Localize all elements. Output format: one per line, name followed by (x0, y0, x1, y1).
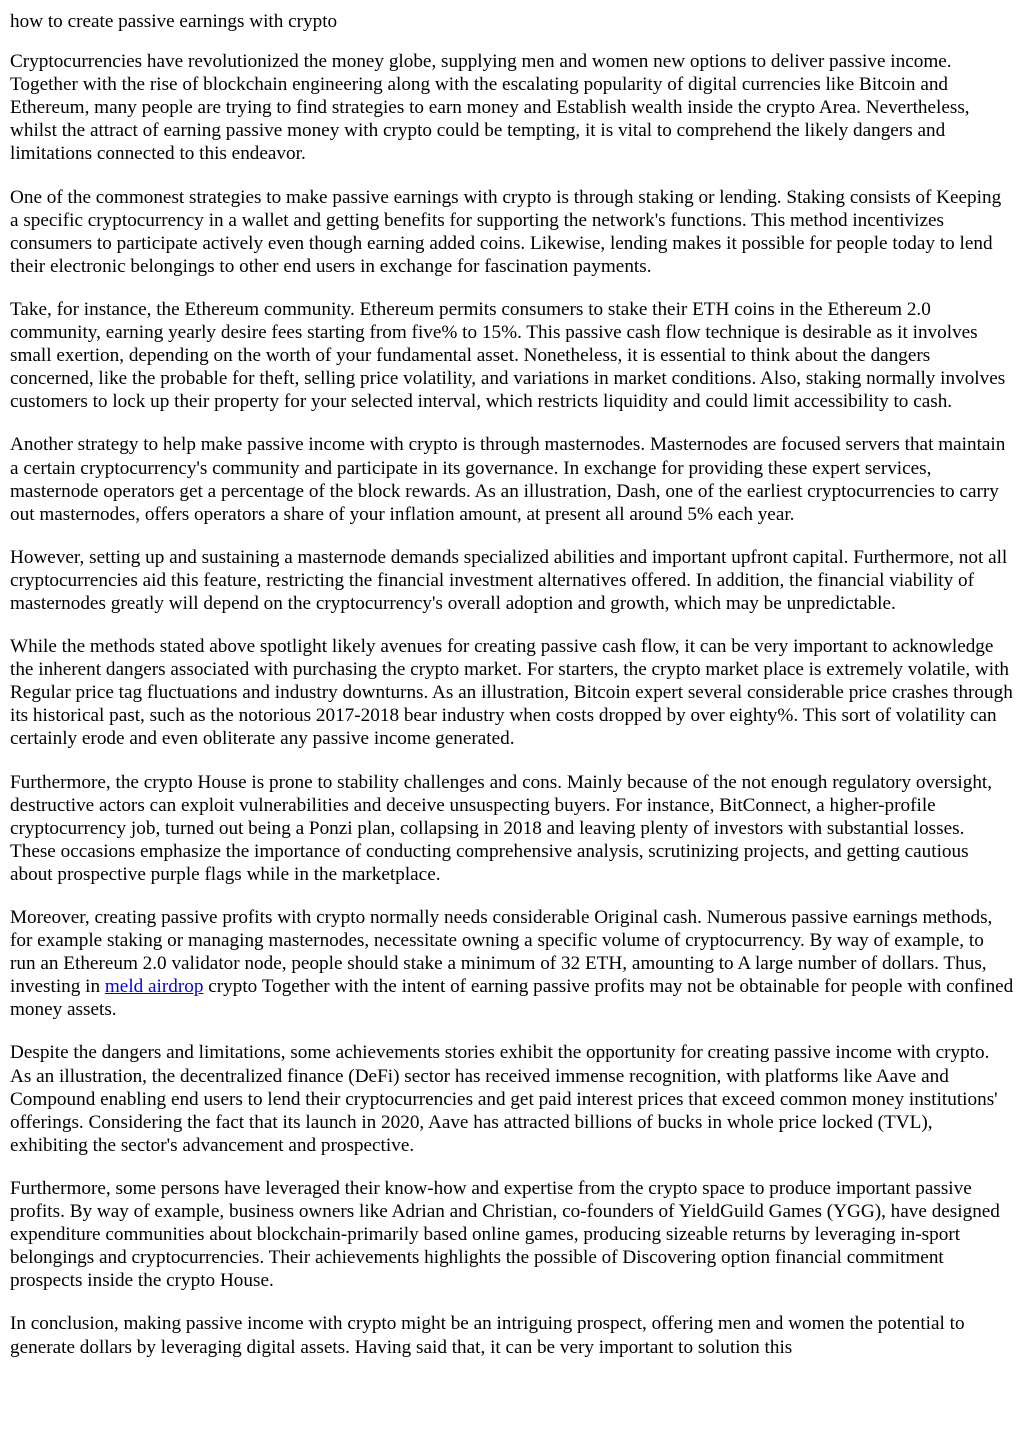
meld-airdrop-link[interactable]: meld airdrop (104, 976, 204, 998)
page-title: how to create passive earnings with crypto (10, 11, 338, 32)
paragraph: Another strategy to help make passive income with crypto is through masternodes. Masternodes are focused servers that maintain a certain cryptocurrency's community and participate in its governance. In exchange for providing these expert services, masternode operators get a percentage of the block rewards. As an illustration, Dash, one of the earliest cryptocurrencies to carry out masternodes, offers operators a share of your inflation amount, at present all around 5% each year. (10, 434, 1006, 525)
paragraph: Take, for instance, the Ethereum community. Ethereum permits consumers to stake their ETH coins in the Ethereum 2.0 community, earning yearly desire fees starting from five% to 15%. This passive cash flow technique is desirable as it involves small exertion, depending on the worth of your fundamental asset. Nonetheless, it is essential to think about the dangers concerned, like the probable for theft, selling price volatility, and variations in market conditions. Also, staking normally involves customers to lock up their property for your selected interval, which restricts liquidity and could limit accessibility to cash. (10, 298, 1006, 413)
paragraph: One of the commonest strategies to make passive earnings with crypto is through staking or lending. Staking consists of Keeping a specific cryptocurrency in a wallet and getting benefits for supporting the network's functions. This method incentivizes consumers to participate actively even though earning added coins. Likewise, lending makes it possible for people today to lend their electronic belongings to other end users in exchange for fascination payments. (10, 186, 1002, 277)
paragraph: In conclusion, making passive income with crypto might be an intriguing prospect, offering men and women the potential to generate dollars by leveraging digital assets. Having said that, it can be very important to solution this (10, 1313, 965, 1358)
paragraph-text-after-link: crypto Together with the intent of earning passive profits may not be obtainable for people with confined money assets. (10, 976, 1014, 1021)
paragraph: Furthermore, the crypto House is prone to stability challenges and cons. Mainly because of the not enough regulatory oversight, destructive actors can exploit vulnerabilities and deceive unsuspecting buyers. For instance, BitConnect, a higher-profile cryptocurrency job, turned out being a Ponzi plan, collapsing in 2018 and leaving plenty of investors with substantial losses. These occasions emphasize the importance of conducting comprehensive analysis, scrutinizing projects, and getting cautious about prospective purple flags while in the marketplace. (10, 771, 993, 885)
paragraph: However, setting up and sustaining a masternode demands specialized abilities and important upfront capital. Furthermore, not all cryptocurrencies aid this feature, restricting the financial investment alternatives offered. In addition, the financial viability of masternodes greatly will depend on the cryptocurrency's overall adoption and growth, which may be unpredictable. (10, 546, 1008, 614)
paragraph: Cryptocurrencies have revolutionized the money globe, supplying men and women new options to deliver passive income. Together with the rise of blockchain engineering along with the escalating popularity of digital currencies like Bitcoin and Ethereum, many people are trying to find strategies to earn money and Establish wealth inside the crypto Area. Nevertheless, whilst the attract of earning passive money with crypto could be tempting, it is vital to comprehend the likely dangers and limitations connected to this endeavor. (10, 51, 970, 165)
paragraph-with-link (10, 906, 1014, 1021)
paragraph-text-before-link: Moreover, creating passive profits with crypto normally needs considerable Original cash. Numerous passive earnings methods, for example staking or managing masternodes, necessitate owning a specific volume of cryptocurrency. By way of example, to run an Ethereum 2.0 validator node, people should stake a minimum of 32 ETH, amounting to A large number of dollars. Thus, investing in (10, 907, 993, 998)
paragraph: Despite the dangers and limitations, some achievements stories exhibit the opportunity for creating passive income with crypto. As an illustration, the decentralized finance (DeFi) sector has received immense recognition, with platforms like Aave and Compound enabling end users to lend their cryptocurrencies and get paid interest prices that exceed common money institutions' offerings. Considering the fact that its launch in 2020, Aave has attracted billions of bucks in whole price locked (TVL), exhibiting the sector's advancement and prospective. (10, 1042, 998, 1156)
paragraph: Furthermore, some persons have leveraged their know-how and expertise from the crypto space to produce important passive profits. By way of example, business owners like Adrian and Christian, co-founders of YieldGuild Games (YGG), have designed expenditure communities about blockchain-primarily based online games, producing sizeable returns by leveraging in-sport belongings and cryptocurrencies. Their achievements highlights the possible of Discovering option financial commitment prospects inside the crypto House. (10, 1177, 1000, 1292)
paragraph: While the methods stated above spotlight likely avenues for creating passive cash flow, it can be very important to acknowledge the inherent dangers associated with purchasing the crypto market. For starters, the crypto market place is extremely volatile, with Regular price tag fluctuations and industry downturns. As an illustration, Bitcoin expert several considerable price crashes through its historical past, such as the notorious 2017-2018 bear industry when costs dropped by over eighty%. This sort of volatility can certainly erode and even obliterate any passive income generated. (10, 636, 1013, 750)
